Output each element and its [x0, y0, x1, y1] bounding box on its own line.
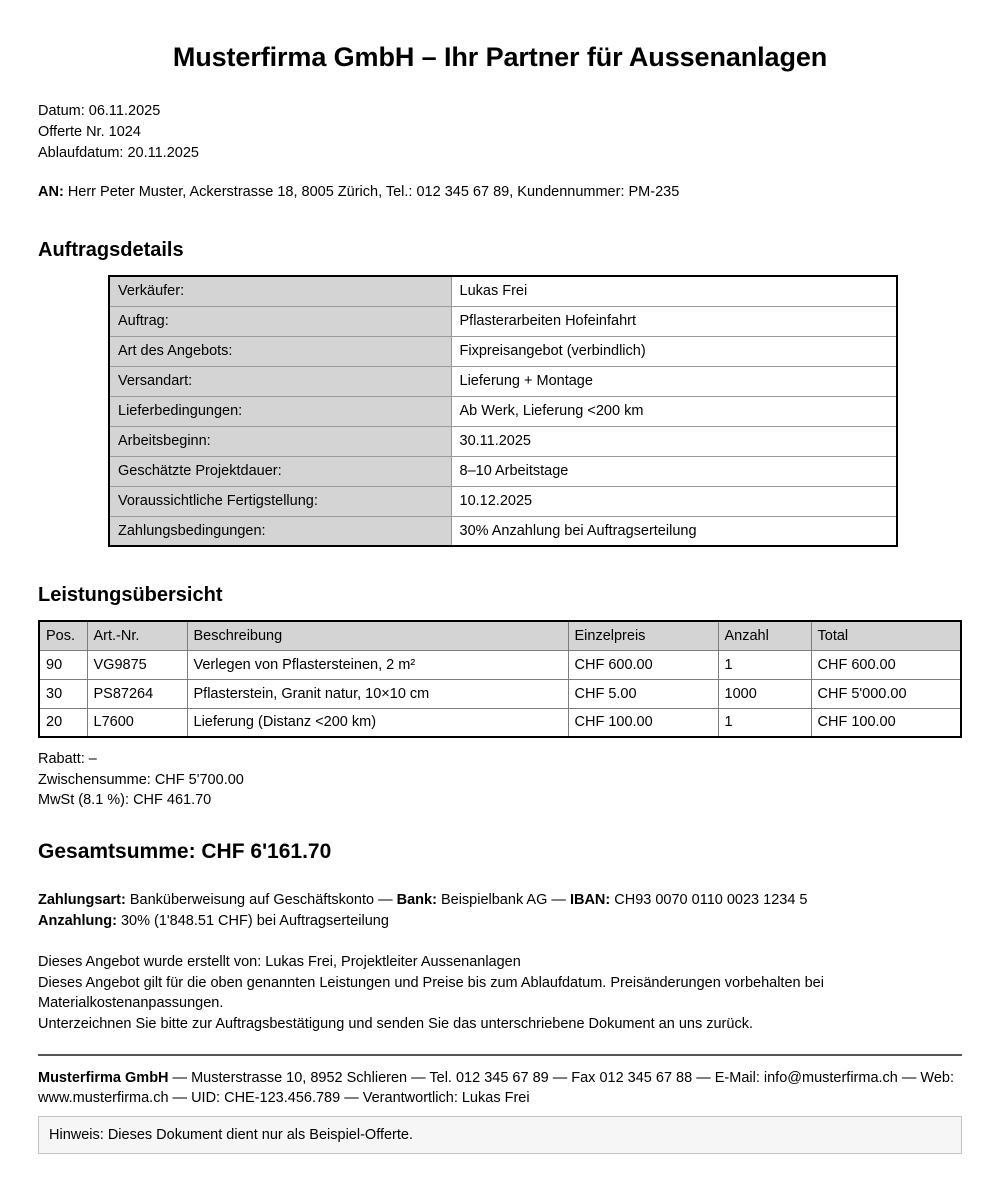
payment-iban-value: CH93 0070 0110 0023 1234 5 — [614, 892, 808, 909]
order-details-table — [108, 275, 898, 547]
detail-value: 8–10 Arbeitstage — [451, 456, 897, 486]
cell-pos: 30 — [39, 679, 87, 708]
cell-pos: 90 — [39, 650, 87, 679]
table-row — [109, 276, 897, 306]
note-author: Dieses Angebot wurde erstellt von: Lukas Frei, Projektleiter Aussenanlagen — [38, 954, 521, 971]
footer-company-name: Musterfirma GmbH — [38, 1069, 169, 1086]
recipient-block — [38, 182, 962, 202]
column-header-qty: Anzahl — [718, 621, 811, 650]
payment-method-value: Banküberweisung auf Geschäftskonto — [129, 892, 375, 909]
deposit-value: 30% (1'848.51 CHF) bei Auftragserteilung — [120, 912, 389, 929]
detail-key: Auftrag: — [109, 306, 451, 336]
detail-value: Lieferung + Montage — [451, 366, 897, 396]
payment-iban-label: IBAN: — [569, 892, 611, 909]
cell-qty: 1 — [718, 650, 811, 679]
table-row — [109, 486, 897, 516]
payment-method-label: Zahlungsart: — [38, 892, 126, 909]
note-signature: Unterzeichnen Sie bitte zur Auftragsbestätigung und senden Sie das unterschriebene Dokument an uns zurück. — [38, 1015, 753, 1032]
table-row — [109, 456, 897, 486]
footer-divider — [38, 1054, 962, 1056]
detail-value: 10.12.2025 — [451, 486, 897, 516]
detail-key: Zahlungsbedingungen: — [109, 516, 451, 546]
meta-offer-number: Offerte Nr. 1024 — [38, 123, 141, 140]
detail-key: Versandart: — [109, 366, 451, 396]
discount-line: Rabatt: – — [38, 751, 97, 768]
details-section-heading: Auftragsdetails — [38, 239, 184, 262]
table-row — [39, 650, 961, 679]
table-row — [109, 396, 897, 426]
payment-bank-value: Beispielbank AG — [440, 892, 548, 909]
recipient-label: AN: — [38, 184, 64, 201]
items-table-wrapper — [38, 620, 962, 738]
cell-art: PS87264 — [87, 679, 187, 708]
cell-price: CHF 5.00 — [568, 679, 718, 708]
cell-qty: 1000 — [718, 679, 811, 708]
payment-line — [38, 890, 962, 911]
detail-key: Arbeitsbeginn: — [109, 426, 451, 456]
column-header-pos: Pos. — [39, 621, 87, 650]
table-row — [109, 366, 897, 396]
payment-block — [38, 890, 962, 931]
hinweis-box: Hinweis: Dieses Dokument dient nur als Beispiel-Offerte. — [38, 1116, 962, 1154]
cell-qty: 1 — [718, 708, 811, 737]
line-items-table — [38, 620, 962, 738]
column-header-desc: Beschreibung — [187, 621, 568, 650]
table-header-row — [39, 621, 961, 650]
table-row — [109, 516, 897, 546]
deposit-line — [38, 911, 962, 932]
totals-block — [38, 749, 962, 811]
detail-value: 30% Anzahlung bei Auftragserteilung — [451, 516, 897, 546]
cell-pos: 20 — [39, 708, 87, 737]
cell-total: CHF 600.00 — [811, 650, 961, 679]
detail-key: Voraussichtliche Fertigstellung: — [109, 486, 451, 516]
cell-art: VG9875 — [87, 650, 187, 679]
grand-total: Gesamtsumme: CHF 6'161.70 — [38, 839, 332, 863]
table-row — [39, 708, 961, 737]
cell-price: CHF 100.00 — [568, 708, 718, 737]
cell-desc: Lieferung (Distanz <200 km) — [187, 708, 568, 737]
detail-value: Lukas Frei — [451, 276, 897, 306]
document-meta — [38, 101, 962, 163]
table-row — [109, 426, 897, 456]
cell-desc: Pflasterstein, Granit natur, 10×10 cm — [187, 679, 568, 708]
vat-line: MwSt (8.1 %): CHF 461.70 — [38, 792, 212, 809]
detail-key: Lieferbedingungen: — [109, 396, 451, 426]
cell-price: CHF 600.00 — [568, 650, 718, 679]
cell-total: CHF 5'000.00 — [811, 679, 961, 708]
table-row — [39, 679, 961, 708]
footer-block — [38, 1068, 962, 1109]
meta-expiry-date: Ablaufdatum: 20.11.2025 — [38, 144, 199, 161]
payment-bank-label: Bank: — [396, 892, 437, 909]
detail-key: Art des Angebots: — [109, 336, 451, 366]
details-table-wrapper — [38, 275, 962, 547]
document-page — [0, 41, 1000, 1154]
notes-block — [38, 952, 962, 1034]
items-section-heading: Leistungsübersicht — [38, 584, 223, 607]
payment-separator-1: — — [378, 892, 393, 909]
cell-total: CHF 100.00 — [817, 714, 896, 731]
column-header-price: Einzelpreis — [568, 621, 718, 650]
column-header-total: Total — [811, 621, 961, 650]
detail-value: 30.11.2025 — [451, 426, 897, 456]
column-header-art: Art.-Nr. — [87, 621, 187, 650]
detail-key: Verkäufer: — [109, 276, 451, 306]
detail-value: Ab Werk, Lieferung <200 km — [451, 396, 897, 426]
detail-value: Fixpreisangebot (verbindlich) — [451, 336, 897, 366]
meta-date: Datum: 06.11.2025 — [38, 103, 161, 120]
note-validity: Dieses Angebot gilt für die oben genannten Leistungen und Preise bis zum Ablaufdatum. Preisänderungen vorbehalten bei Materialkostenanpassungen. — [38, 974, 824, 1012]
recipient-text: Herr Peter Muster, Ackerstrasse 18, 8005 Zürich, Tel.: 012 345 67 89, Kundennummer: PM-235 — [67, 184, 680, 201]
deposit-label: Anzahlung: — [38, 912, 117, 929]
table-row — [109, 306, 897, 336]
subtotal-line: Zwischensumme: CHF 5'700.00 — [38, 771, 244, 788]
detail-key: Geschätzte Projektdauer: — [109, 456, 451, 486]
payment-separator-2: — — [551, 892, 566, 909]
cell-art: L7600 — [87, 708, 187, 737]
page-title: Musterfirma GmbH – Ihr Partner für Aussenanlagen — [172, 42, 828, 72]
footer-contact-info: — Musterstrasse 10, 8952 Schlieren — Tel. 012 345 67 89 — Fax 012 345 67 88 — E-Mail: info@musterfirma.ch — Web: www.musterfirma.ch — UID: CHE-123.456.789 — Verantwortlich: Lukas Frei — [38, 1069, 955, 1107]
table-row — [109, 336, 897, 366]
detail-value: Pflasterarbeiten Hofeinfahrt — [451, 306, 897, 336]
cell-desc: Verlegen von Pflastersteinen, 2 m² — [187, 650, 568, 679]
